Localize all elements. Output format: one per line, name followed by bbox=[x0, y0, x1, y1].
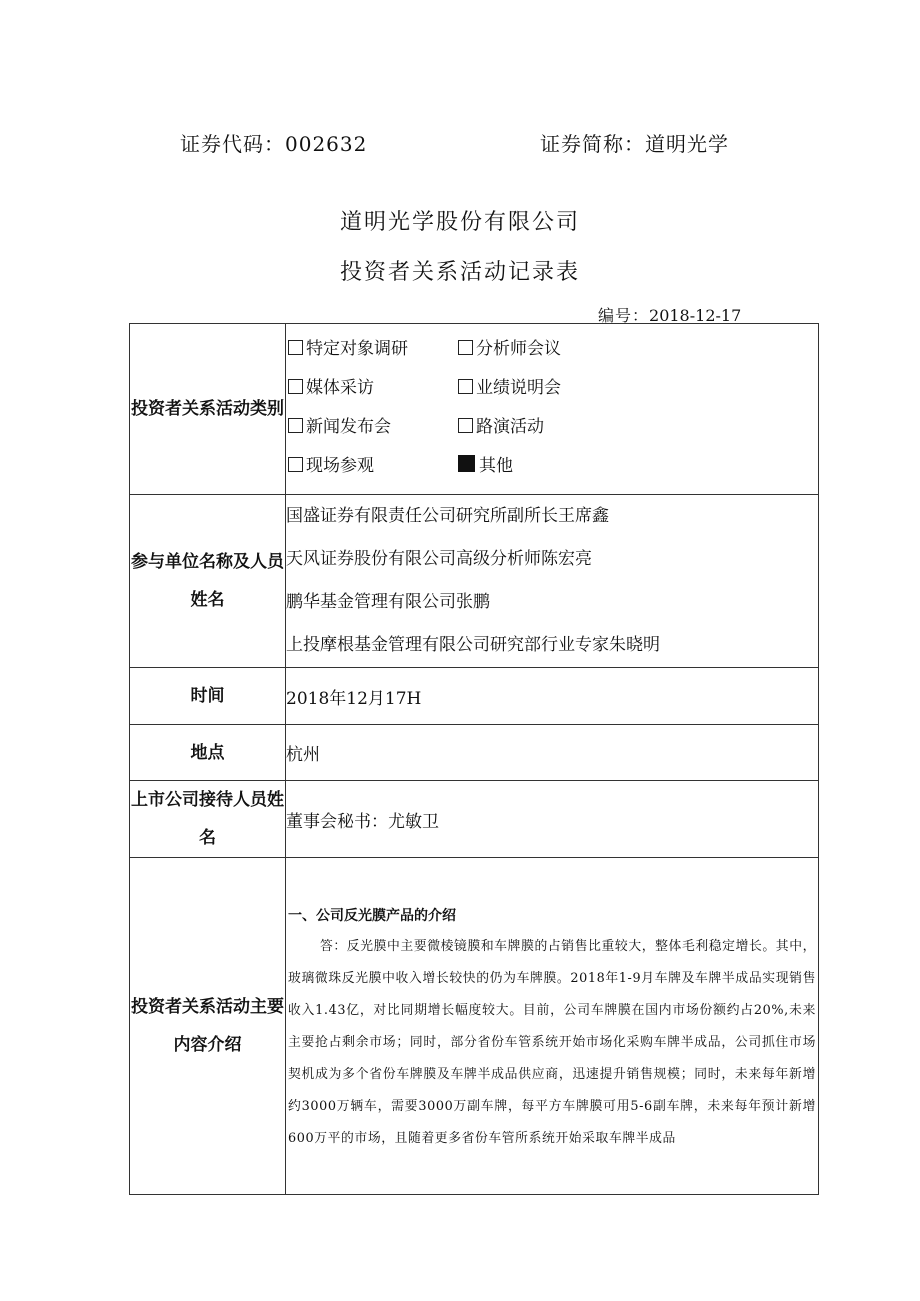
participants-list bbox=[286, 495, 819, 668]
content-row bbox=[130, 858, 819, 1195]
option-roadshow[interactable]: 路演活动 bbox=[458, 408, 608, 447]
participants-row bbox=[130, 495, 819, 668]
participant-line: 上投摩根基金管理有限公司研究部行业专家朱晓明 bbox=[286, 635, 660, 655]
option-other[interactable]: 其他 bbox=[458, 447, 608, 486]
time-label: 时间 bbox=[130, 668, 286, 725]
participant-line: 国盛证券有限责任公司研究所副所长王席鑫 bbox=[286, 506, 609, 526]
participant-line: 天风证券股份有限公司高级分析师陈宏亮 bbox=[286, 549, 592, 569]
content-heading: 一、公司反光膜产品的介绍 bbox=[288, 908, 456, 924]
content-paragraph: 答：反光膜中主要微棱镜膜和车牌膜的占销售比重较大，整体毛利稳定增长。其中，玻璃微珠反光膜中收入增长较快的仍为车牌膜。2018年1-9月车牌及车牌半成品实现销售收入1.43亿，对比同期增长幅度较大。目前，公司车牌膜在国内市场份额约占20%,未来主要抢占剩余市场；同时，部分省份车管系统开始市场化采购车牌半成品，公司抓住市场契机成为多个省份车牌膜及车牌半成品供应商，迅速提升销售规模；同时，未来每年新增约3000万辆车，需要3000万副车牌，每平方车牌膜可用5-6副车牌，未来每年预计新增600万平的市场，且随着更多省份车管所系统开始采取车牌半成品 bbox=[288, 939, 816, 1146]
stock-code: 证券代码：002632 bbox=[180, 132, 368, 156]
option-site-visit[interactable]: 现场参观 bbox=[288, 447, 458, 486]
option-press-conference[interactable]: 新闻发布会 bbox=[288, 408, 458, 447]
participant-line: 鹏华基金管理有限公司张鹏 bbox=[286, 592, 490, 612]
participants-label: 参与单位名称及人员姓名 bbox=[130, 495, 286, 668]
serial-value: 2018-12-17 bbox=[649, 306, 742, 325]
location-value: 杭州 bbox=[286, 725, 819, 781]
option-media-interview[interactable]: 媒体采访 bbox=[288, 369, 458, 408]
receptionist-row bbox=[130, 781, 819, 858]
time-value: 2018年12月17H bbox=[286, 668, 819, 725]
category-options bbox=[286, 324, 819, 495]
receptionist-label: 上市公司接待人员姓名 bbox=[130, 781, 286, 858]
checkbox-icon[interactable] bbox=[458, 379, 473, 394]
location-label: 地点 bbox=[130, 725, 286, 781]
checkbox-icon[interactable] bbox=[458, 418, 473, 433]
content-label: 投资者关系活动主要内容介绍 bbox=[130, 858, 286, 1195]
checkbox-icon[interactable] bbox=[288, 457, 303, 472]
receptionist-value: 董事会秘书：尤敏卫 bbox=[286, 781, 819, 858]
content-cell bbox=[286, 858, 819, 1195]
category-row bbox=[130, 324, 819, 495]
checkbox-icon[interactable] bbox=[288, 379, 303, 394]
checked-checkbox-icon[interactable] bbox=[458, 455, 475, 472]
checkbox-icon[interactable] bbox=[458, 340, 473, 355]
option-analyst-meeting[interactable]: 分析师会议 bbox=[458, 330, 608, 369]
option-earnings-briefing[interactable]: 业绩说明会 bbox=[458, 369, 608, 408]
checkbox-icon[interactable] bbox=[288, 340, 303, 355]
stock-abbreviation: 证券简称：道明光学 bbox=[540, 132, 729, 156]
location-row bbox=[130, 725, 819, 781]
category-label: 投资者关系活动类别 bbox=[130, 324, 286, 495]
record-table bbox=[129, 323, 819, 1195]
serial-label: 编号： bbox=[598, 306, 650, 325]
document-title: 投资者关系活动记录表 bbox=[339, 260, 580, 285]
company-title: 道明光学股份有限公司 bbox=[339, 210, 580, 235]
option-specific-research[interactable]: 特定对象调研 bbox=[288, 330, 458, 369]
checkbox-icon[interactable] bbox=[288, 418, 303, 433]
time-row bbox=[130, 668, 819, 725]
